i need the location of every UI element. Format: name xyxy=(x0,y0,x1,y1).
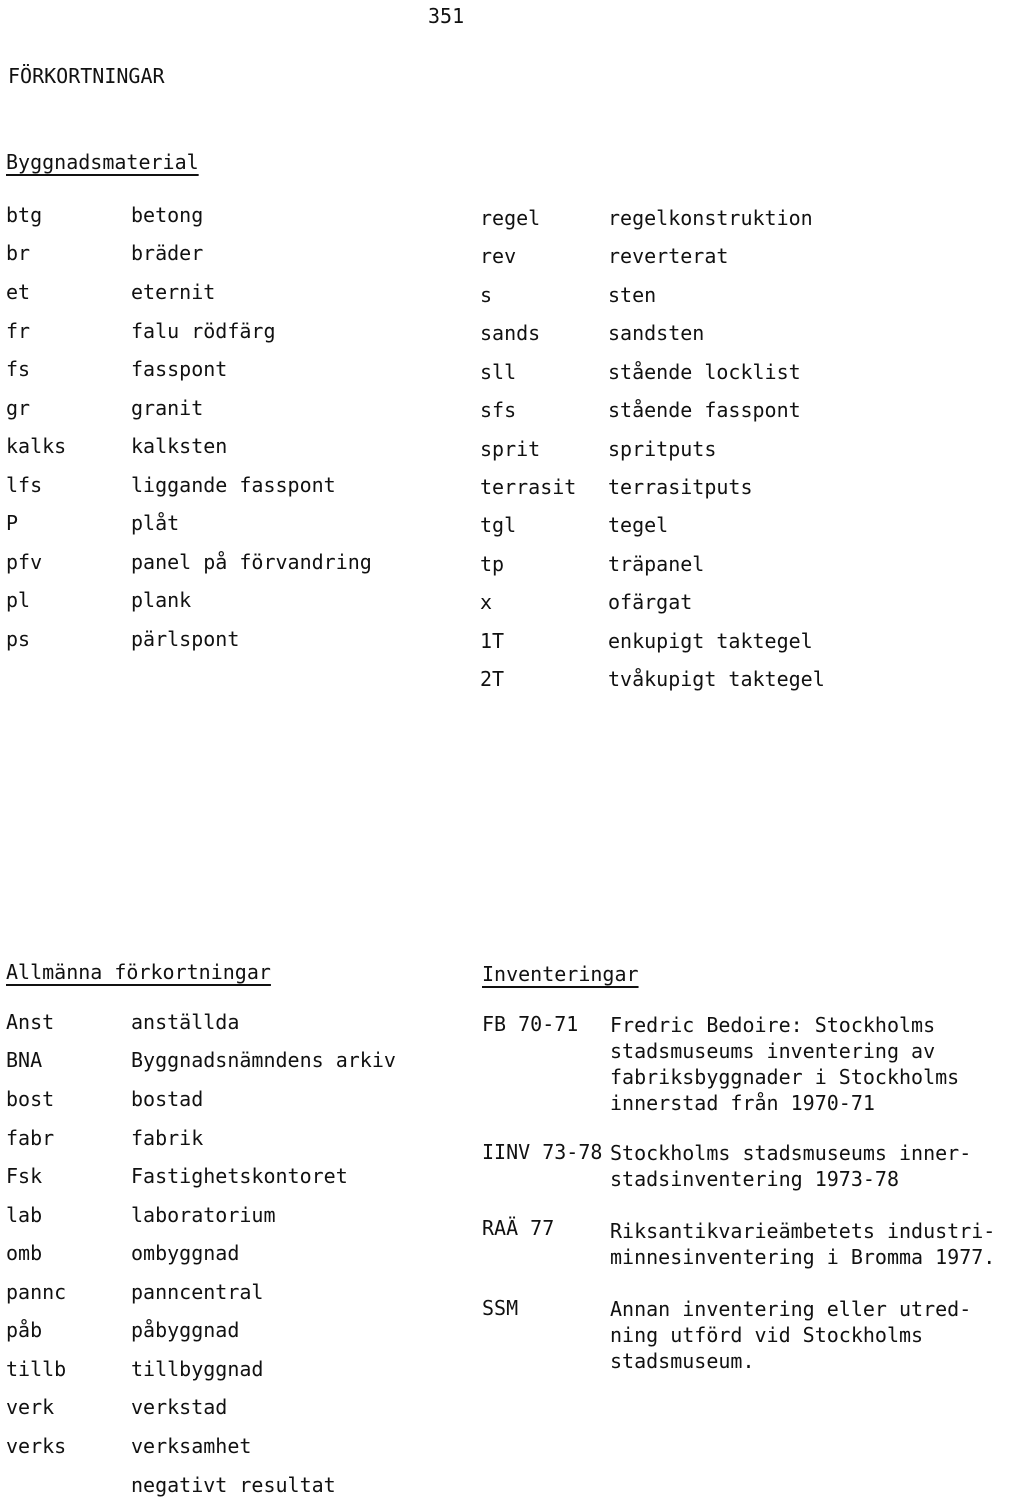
list-item xyxy=(0,552,1024,590)
abbreviation: pfv xyxy=(6,550,43,574)
inventory-description: Stockholms stadsmuseums inner- stadsinventering 1973-78 xyxy=(610,1141,972,1191)
meaning: reverterat xyxy=(608,244,729,268)
abbreviation: terrasit xyxy=(480,475,577,499)
meaning: verksamhet xyxy=(131,1434,252,1458)
meaning: Byggnadsnämndens arkiv xyxy=(131,1048,396,1072)
meaning: plåt xyxy=(131,511,180,535)
abbreviation: Fsk xyxy=(6,1164,43,1188)
abbreviation: tgl xyxy=(480,513,517,537)
abbreviation: rev xyxy=(480,244,517,268)
inventories-heading: Inventeringar xyxy=(482,962,639,986)
abbreviation: P xyxy=(6,511,19,535)
abbreviation: gr xyxy=(6,396,31,420)
meaning: fasspont xyxy=(131,357,228,381)
list-item xyxy=(0,321,1024,359)
list-item xyxy=(0,437,1024,475)
meaning: liggande fasspont xyxy=(131,473,336,497)
abbreviation: fr xyxy=(6,319,31,343)
meaning: sten xyxy=(608,283,657,307)
inventory-abbreviation: FB 70-71 xyxy=(482,1012,579,1036)
list-item xyxy=(0,513,1024,551)
abbreviation: 1T xyxy=(480,629,505,653)
abbreviation: fabr xyxy=(6,1126,55,1150)
meaning: anställda xyxy=(131,1010,240,1034)
list-item xyxy=(0,629,1024,667)
inventories-list xyxy=(0,1012,1024,1392)
meaning: regelkonstruktion xyxy=(608,206,813,230)
abbreviation: kalks xyxy=(6,434,67,458)
abbreviation: x xyxy=(480,590,493,614)
meaning: tillbyggnad xyxy=(131,1357,264,1381)
meaning: tvåkupigt taktegel xyxy=(608,667,825,691)
meaning: stående fasspont xyxy=(608,398,801,422)
page-title: FÖRKORTNINGAR xyxy=(8,64,165,88)
abbreviation: lfs xyxy=(6,473,43,497)
abbreviation: br xyxy=(6,241,31,265)
abbreviation: 2T xyxy=(480,667,505,691)
abbreviation: sfs xyxy=(480,398,517,422)
inventory-description: Annan inventering eller utred- ning utförd vid Stockholms stadsmuseum. xyxy=(610,1297,972,1373)
meaning: kalksten xyxy=(131,434,228,458)
abbreviation: ps xyxy=(6,627,31,651)
abbreviation: et xyxy=(6,280,31,304)
abbreviation: påb xyxy=(6,1318,43,1342)
meaning: pärlspont xyxy=(131,627,240,651)
list-item xyxy=(0,206,1024,244)
meaning: laboratorium xyxy=(131,1203,276,1227)
building-material-heading: Byggnadsmaterial xyxy=(6,150,199,174)
inventory-description: Fredric Bedoire: Stockholms stadsmuseums inventering av fabriksbyggnader i Stockholms innerstad från 1970-71 xyxy=(610,1013,960,1115)
abbreviation: Anst xyxy=(6,1010,55,1034)
meaning: bostad xyxy=(131,1087,204,1111)
meaning: eternit xyxy=(131,280,216,304)
list-item xyxy=(0,283,1024,321)
meaning: påbyggnad xyxy=(131,1318,240,1342)
abbreviation: pannc xyxy=(6,1280,67,1304)
meaning: negativt resultat xyxy=(131,1473,336,1497)
meaning: terrasitputs xyxy=(608,475,753,499)
abbreviation: fs xyxy=(6,357,31,381)
list-item xyxy=(0,590,1024,628)
list-item xyxy=(0,1434,470,1472)
meaning: Fastighetskontoret xyxy=(131,1164,348,1188)
meaning: tegel xyxy=(608,513,669,537)
list-item xyxy=(0,244,1024,282)
meaning: bräder xyxy=(131,241,204,265)
abbreviation: regel xyxy=(480,206,541,230)
building-material-right-list xyxy=(0,206,1024,706)
meaning: falu rödfärg xyxy=(131,319,276,343)
list-item xyxy=(0,667,1024,705)
inventory-abbreviation: IINV 73-78 xyxy=(482,1140,603,1164)
list-item xyxy=(0,360,1024,398)
meaning: stående locklist xyxy=(608,360,801,384)
abbreviation: tp xyxy=(480,552,505,576)
trailing-item xyxy=(0,1473,470,1511)
meaning: verkstad xyxy=(131,1395,228,1419)
abbreviation: sll xyxy=(480,360,517,384)
inventory-description: Riksantikvarieämbetets industri- minnesinventering i Bromma 1977. xyxy=(610,1219,996,1269)
meaning: ombyggnad xyxy=(131,1241,240,1265)
list-item xyxy=(0,1395,470,1433)
meaning: granit xyxy=(131,396,204,420)
meaning: panncentral xyxy=(131,1280,264,1304)
meaning: plank xyxy=(131,588,192,612)
abbreviation: verk xyxy=(6,1395,55,1419)
abbreviation: omb xyxy=(6,1241,43,1265)
abbreviation: btg xyxy=(6,203,43,227)
abbreviation: verks xyxy=(6,1434,67,1458)
list-item xyxy=(0,398,1024,436)
abbreviation: sands xyxy=(480,321,541,345)
meaning: fabrik xyxy=(131,1126,204,1150)
list-item xyxy=(0,475,1024,513)
meaning: betong xyxy=(131,203,204,227)
meaning: panel på förvandring xyxy=(131,550,372,574)
meaning: ofärgat xyxy=(608,590,693,614)
meaning: träpanel xyxy=(608,552,705,576)
abbreviation: BNA xyxy=(6,1048,43,1072)
abbreviation: lab xyxy=(6,1203,43,1227)
inventory-abbreviation: SSM xyxy=(482,1296,519,1320)
page-number: 351 xyxy=(428,4,465,28)
inventory-abbreviation: RAÄ 77 xyxy=(482,1216,555,1240)
meaning: spritputs xyxy=(608,437,717,461)
abbreviation: tillb xyxy=(6,1357,67,1381)
abbreviation: pl xyxy=(6,588,31,612)
abbreviation: sprit xyxy=(480,437,541,461)
abbreviation: s xyxy=(480,283,493,307)
meaning: sandsten xyxy=(608,321,705,345)
general-abbreviations-heading: Allmänna förkortningar xyxy=(6,960,271,984)
meaning: enkupigt taktegel xyxy=(608,629,813,653)
abbreviation: bost xyxy=(6,1087,55,1111)
